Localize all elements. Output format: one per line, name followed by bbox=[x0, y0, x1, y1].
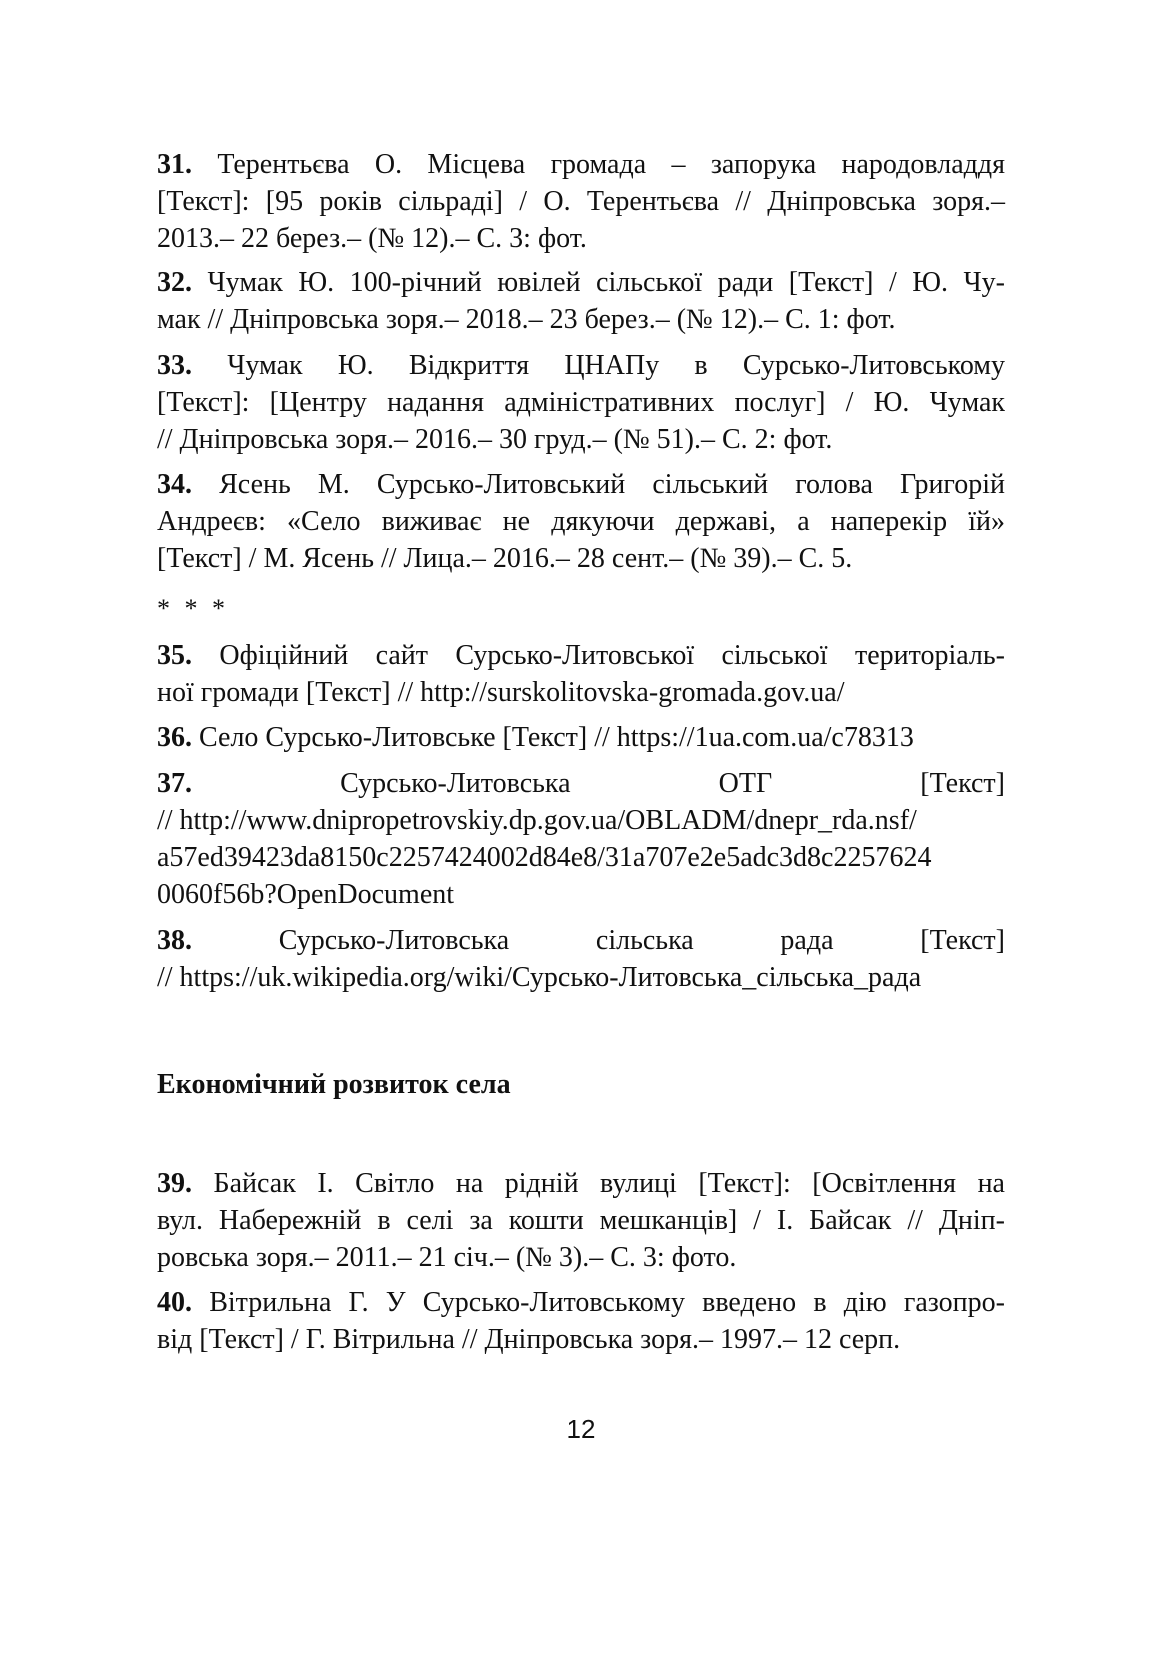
section-heading: Економічний розвиток села bbox=[157, 1069, 511, 1100]
entry-number: 36. bbox=[157, 722, 192, 753]
bibliography-entry-40 bbox=[157, 1284, 1005, 1358]
bibliography-entry-35 bbox=[157, 637, 1005, 711]
entry-text-line: ної громади [Текст] // http://surskolitovska-gromada.gov.ua/ bbox=[157, 677, 845, 708]
bibliography-entry-34 bbox=[157, 466, 1005, 577]
entry-text-line: Сурсько-Литовська ОТГ [Текст] bbox=[192, 768, 1005, 799]
bibliography-entry-32 bbox=[157, 264, 1005, 338]
entry-number: 40. bbox=[157, 1287, 192, 1318]
entry-number: 35. bbox=[157, 640, 192, 671]
entry-text-line: Терентьєва О. Місцева громада – запорука народовладдя bbox=[192, 149, 1005, 180]
entry-number: 32. bbox=[157, 267, 192, 298]
bibliography-entry-38 bbox=[157, 922, 1005, 996]
section-separator: * * * bbox=[157, 594, 229, 623]
entry-text-line: [Текст]: [Центру надання адміністративних послуг] / Ю. Чумак bbox=[157, 387, 1005, 418]
entry-text-line: вул. Набережній в селі за кошти мешканців] / І. Байсак // Дніп- bbox=[157, 1205, 1005, 1236]
entry-text-line: 2013.– 22 берез.– (№ 12).– С. 3: фот. bbox=[157, 223, 587, 254]
entry-text-line: a57ed39423da8150c2257424002d84e8/31a707e2e5adc3d8c2257624 bbox=[157, 842, 932, 873]
entry-number: 33. bbox=[157, 350, 192, 381]
entry-text-line: Офіційний сайт Сурсько-Литовської сільської територіаль- bbox=[192, 640, 1005, 671]
entry-text-line: // https://uk.wikipedia.org/wiki/Сурсько-Литовська_сільська_рада bbox=[157, 962, 922, 993]
entry-text-line: Чумак Ю. 100-річний ювілей сільської ради [Текст] / Ю. Чу- bbox=[192, 267, 1005, 298]
entry-number: 38. bbox=[157, 925, 192, 956]
entry-text-line: ровська зоря.– 2011.– 21 січ.– (№ 3).– С. 3: фото. bbox=[157, 1242, 737, 1273]
entry-text-line: // http://www.dnipropetrovskiy.dp.gov.ua/OBLADM/dnepr_rda.nsf/ bbox=[157, 805, 917, 836]
page-number: 12 bbox=[566, 1414, 596, 1444]
entry-text-line: Байсак І. Світло на рідній вулиці [Текст]: [Освітлення на bbox=[192, 1168, 1005, 1199]
entry-text-line: [Текст]: [95 років сільраді] / О. Терентьєва // Дніпровська зоря.– bbox=[157, 186, 1005, 217]
entry-text-line: Андреєв: «Село виживає не дякуючи державі, а наперекір їй» bbox=[157, 506, 1005, 537]
entry-number: 37. bbox=[157, 768, 192, 799]
bibliography-entry-36 bbox=[157, 719, 1005, 756]
entry-text-line: Чумак Ю. Відкриття ЦНАПу в Сурсько-Литовському bbox=[192, 350, 1005, 381]
entry-text-line: // Дніпровська зоря.– 2016.– 30 груд.– (№ 51).– С. 2: фот. bbox=[157, 424, 833, 455]
entry-text-line: Сурсько-Литовська сільська рада [Текст] bbox=[192, 925, 1005, 956]
entry-number: 34. bbox=[157, 469, 192, 500]
entry-number: 39. bbox=[157, 1168, 192, 1199]
entry-text-line: Вітрильна Г. У Сурсько-Литовському введено в дію газопро- bbox=[192, 1287, 1005, 1318]
entry-text-line: мак // Дніпровська зоря.– 2018.– 23 берез.– (№ 12).– С. 1: фот. bbox=[157, 304, 896, 335]
bibliography-entry-33 bbox=[157, 347, 1005, 458]
bibliography-entry-31 bbox=[157, 146, 1005, 257]
bibliography-entry-37 bbox=[157, 765, 1005, 913]
entry-text-line: Село Сурсько-Литовське [Текст] // https://1ua.com.ua/c78313 bbox=[192, 722, 914, 753]
entry-text-line: від [Текст] / Г. Вітрильна // Дніпровська зоря.– 1997.– 12 серп. bbox=[157, 1324, 901, 1355]
bibliography-entry-39 bbox=[157, 1165, 1005, 1276]
entry-text-line: Ясень М. Сурсько-Литовський сільський голова Григорій bbox=[192, 469, 1005, 500]
entry-text-line: 0060f56b?OpenDocument bbox=[157, 879, 455, 910]
entry-number: 31. bbox=[157, 149, 192, 180]
entry-text-line: [Текст] / М. Ясень // Лица.– 2016.– 28 сент.– (№ 39).– С. 5. bbox=[157, 543, 853, 574]
